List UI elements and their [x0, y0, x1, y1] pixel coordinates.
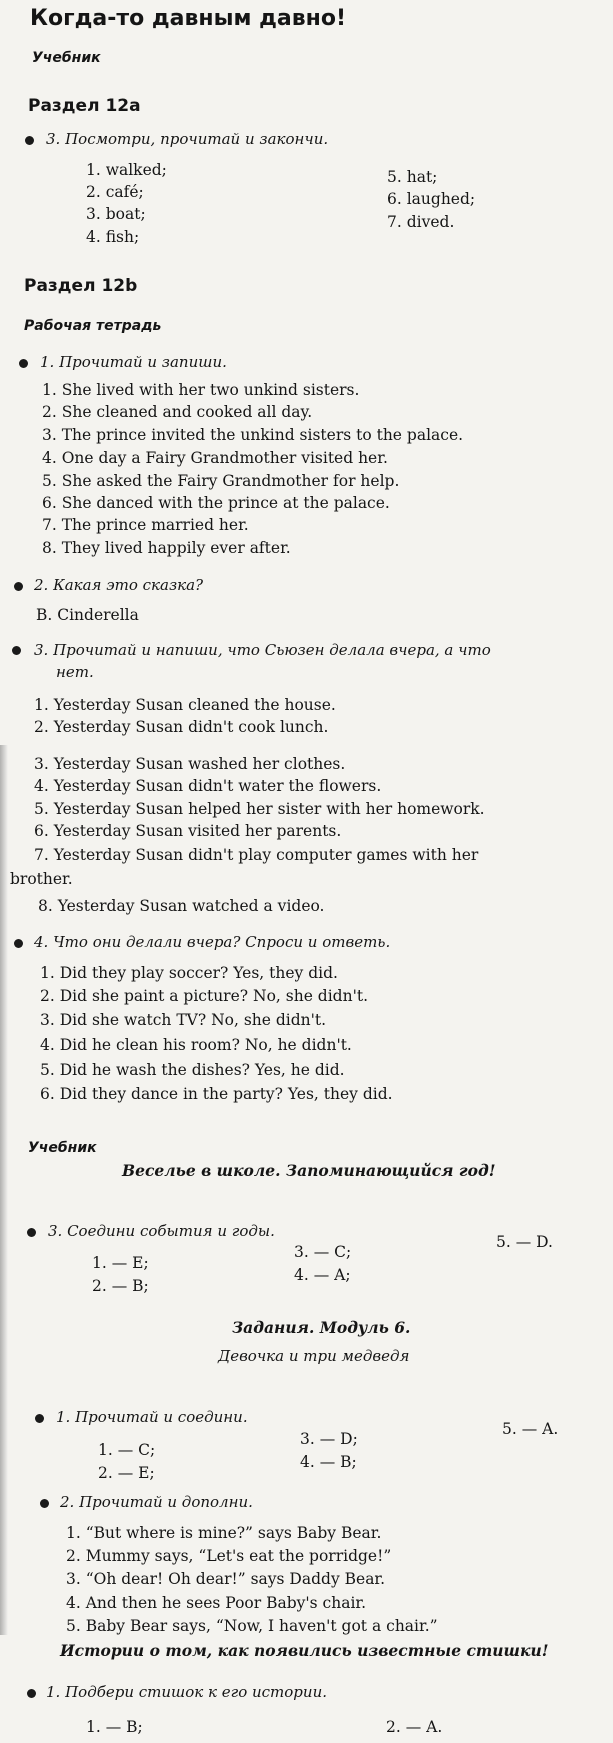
section-heading: Задания. Модуль 6. — [232, 1318, 411, 1337]
section-heading: Истории о том, как появились известные стишки! — [60, 1641, 549, 1660]
answer-item: 6. Yesterday Susan visited her parents. — [34, 822, 342, 840]
workbook-label: Рабочая тетрадь — [24, 318, 162, 334]
answer-item: 2. Yesterday Susan didn't cook lunch. — [34, 718, 329, 736]
answer-item: 4. — B; — [300, 1453, 357, 1471]
answer-item: 7. The prince married her. — [42, 516, 249, 534]
answer-item: 5. — D. — [496, 1233, 553, 1251]
answer-item: 4. And then he sees Poor Baby's chair. — [66, 1594, 367, 1612]
bullet-icon — [12, 646, 21, 655]
answer-item: 7. dived. — [387, 213, 455, 231]
answer-item: 2. — B; — [92, 1277, 149, 1295]
task-instruction: 2. Прочитай и дополни. — [60, 1493, 253, 1511]
answer-item: 5. — A. — [502, 1420, 559, 1438]
task-instruction: 1. Подбери стишок к его истории. — [46, 1683, 328, 1701]
answer-item: 5. Baby Bear says, “Now, I haven't got a chair.” — [66, 1617, 438, 1635]
answer-item: 5. Did he wash the dishes? Yes, he did. — [40, 1061, 345, 1079]
answer-item: 3. “Oh dear! Oh dear!” says Daddy Bear. — [66, 1570, 386, 1588]
task-instruction: 3. Прочитай и напиши, что Сьюзен делала вчера, а что — [34, 641, 491, 659]
answer-item: 2. café; — [86, 183, 144, 201]
bullet-icon — [40, 1499, 49, 1508]
answer-item: 3. boat; — [86, 205, 146, 223]
section-subheading: Девочка и три медведя — [218, 1347, 410, 1365]
answer-item: 5. hat; — [387, 168, 438, 186]
answer-item-cont: brother. — [10, 870, 73, 888]
answer-item: 1. — B; — [86, 1718, 143, 1736]
answer-item: 2. — E; — [98, 1464, 155, 1482]
answer-item: 3. — C; — [294, 1243, 352, 1261]
answer-item: 4. Yesterday Susan didn't water the flowers. — [34, 777, 382, 795]
answer-item: 2. Mummy says, “Let's eat the porridge!” — [66, 1547, 392, 1565]
task-instruction: 3. Посмотри, прочитай и закончи. — [46, 130, 329, 148]
answer-item: B. Cinderella — [36, 606, 139, 624]
answer-item: 6. Did they dance in the party? Yes, they did. — [40, 1085, 393, 1103]
answer-item: 1. — C; — [98, 1441, 156, 1459]
answer-item: 2. Did she paint a picture? No, she didn't. — [40, 987, 368, 1005]
answer-item: 8. Yesterday Susan watched a video. — [38, 897, 325, 915]
answer-item: 1. She lived with her two unkind sisters. — [42, 381, 360, 399]
textbook-label: Учебник — [28, 1140, 97, 1156]
bullet-icon — [14, 939, 23, 948]
answer-item: 3. Did she watch TV? No, she didn't. — [40, 1011, 327, 1029]
answer-item: 1. “But where is mine?” says Baby Bear. — [66, 1524, 382, 1542]
bullet-icon — [14, 582, 23, 591]
textbook-label: Учебник — [32, 50, 101, 66]
answer-item: 1. walked; — [86, 161, 167, 179]
task-instruction: 4. Что они делали вчера? Спроси и ответь. — [34, 933, 391, 951]
answer-item: 4. — A; — [294, 1266, 351, 1284]
task-instruction: 1. Прочитай и запиши. — [40, 353, 227, 371]
answer-item: 7. Yesterday Susan didn't play computer games with her — [34, 846, 479, 864]
task-instruction-cont: нет. — [56, 663, 94, 681]
task-instruction: 3. Соедини события и годы. — [48, 1222, 275, 1240]
answer-item: 8. They lived happily ever after. — [42, 539, 291, 557]
answer-item: 1. Yesterday Susan cleaned the house. — [34, 696, 336, 714]
task-instruction: 1. Прочитай и соедини. — [56, 1408, 248, 1426]
bullet-icon — [27, 1689, 36, 1698]
answer-item: 6. She danced with the prince at the palace. — [42, 494, 390, 512]
answer-item: 1. Did they play soccer? Yes, they did. — [40, 964, 338, 982]
answer-item: 3. Yesterday Susan washed her clothes. — [34, 755, 346, 773]
page-edge-shadow — [0, 745, 8, 1635]
answer-item: 3. The prince invited the unkind sisters to the palace. — [42, 426, 464, 444]
answer-item: 2. She cleaned and cooked all day. — [42, 403, 313, 421]
task-instruction: 2. Какая это сказка? — [34, 576, 204, 594]
answer-item: 3. — D; — [300, 1430, 358, 1448]
answer-item: 4. One day a Fairy Grandmother visited her. — [42, 449, 388, 467]
bullet-icon — [27, 1228, 36, 1237]
section-12b-heading: Раздел 12b — [24, 276, 138, 296]
answer-item: 1. — E; — [92, 1254, 149, 1272]
answer-item: 5. She asked the Fairy Grandmother for help. — [42, 472, 400, 490]
answer-item: 4. Did he clean his room? No, he didn't. — [40, 1036, 352, 1054]
bullet-icon — [25, 136, 34, 145]
answer-item: 4. fish; — [86, 228, 140, 246]
bullet-icon — [35, 1414, 44, 1423]
answer-item: 2. — A. — [386, 1718, 443, 1736]
answer-item: 5. Yesterday Susan helped her sister with her homework. — [34, 800, 485, 818]
section-heading: Веселье в школе. Запоминающийся год! — [122, 1161, 496, 1180]
answer-item: 6. laughed; — [387, 190, 476, 208]
section-12a-heading: Раздел 12a — [28, 96, 141, 116]
page-title: Когда-то давным давно! — [30, 6, 347, 31]
bullet-icon — [19, 359, 28, 368]
